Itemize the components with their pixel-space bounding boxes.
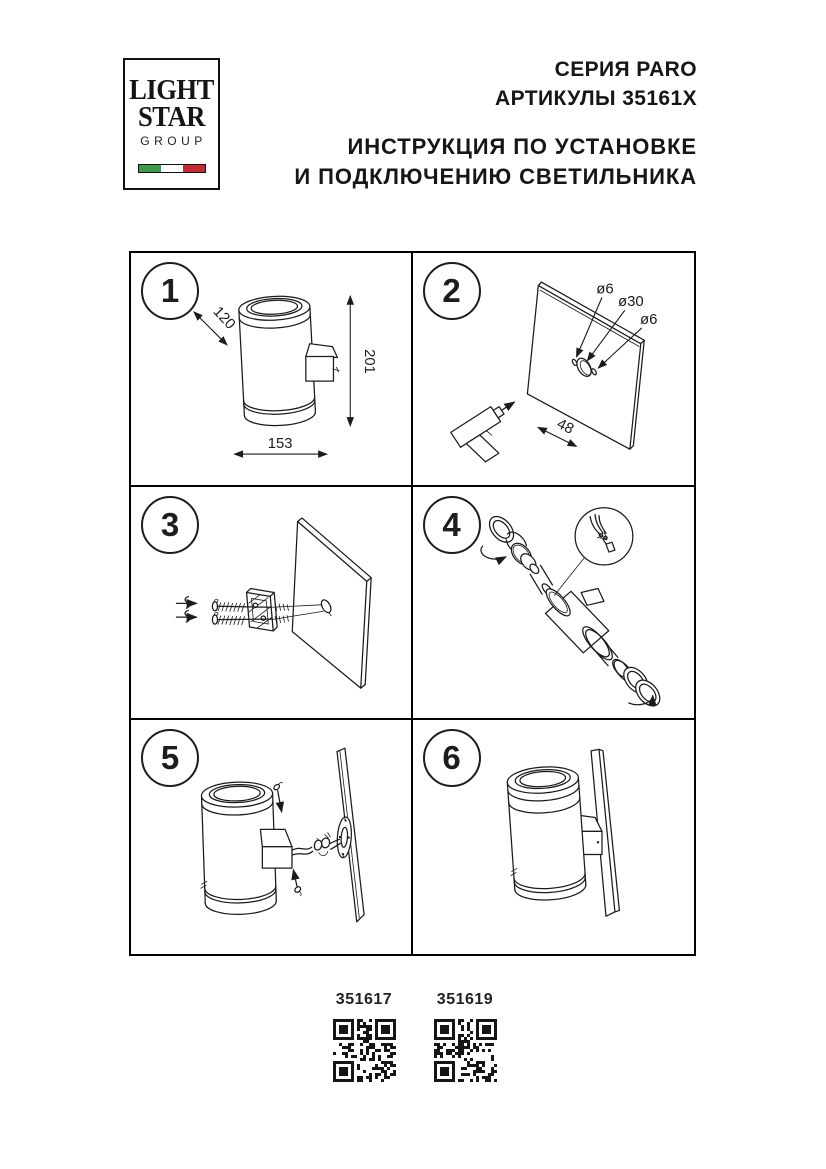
step-panel-6 [413, 720, 695, 954]
step-number: 1 [160, 272, 180, 309]
junction-box [306, 344, 340, 381]
dimension-hole-spacing [538, 416, 576, 446]
hole-label-center: ø30 [617, 294, 644, 311]
hole-label-right: ø6 [639, 312, 657, 328]
wall-plate [292, 518, 371, 688]
lamp-body [542, 585, 616, 663]
mounting-bracket [247, 588, 278, 630]
step-panel-4 [413, 487, 695, 721]
step-number-badge [423, 262, 481, 320]
instruction-steps-grid [129, 251, 696, 956]
flag-green-stripe [139, 165, 161, 172]
lightstar-logo [123, 58, 220, 190]
lamp-cylinder [238, 295, 316, 428]
logo-word-light: LIGHT [129, 75, 214, 106]
qr-block-351619 [433, 991, 497, 1087]
step-number-badge [141, 729, 199, 787]
dimension-width [235, 436, 327, 454]
rotate-arrow-top [480, 546, 505, 559]
step-number: 6 [442, 739, 461, 777]
step-panel-3 [131, 487, 413, 721]
dim-label-diameter: 120 [209, 303, 239, 333]
dim-label-spacing: 48 [553, 416, 576, 438]
step-number-badge [423, 496, 481, 554]
flag-red-stripe [183, 165, 205, 172]
instruction-title-line2: И ПОДКЛЮЧЕНИЮ СВЕТИЛЬНИКА [294, 164, 697, 189]
dimension-diameter [194, 304, 238, 345]
junction-box [260, 830, 292, 869]
logo-word-group: GROUP [140, 134, 207, 148]
front-ring [484, 512, 518, 547]
step-panel-2 [413, 253, 695, 487]
step-number: 2 [442, 272, 461, 309]
qr-label: 351619 [436, 991, 494, 1008]
step-number-badge [141, 496, 199, 554]
step-number: 4 [442, 505, 461, 543]
step-number-badge [423, 729, 481, 787]
qr-code-icon [333, 1019, 396, 1082]
hole-label-left: ø6 [595, 281, 614, 298]
screw-top [273, 783, 283, 812]
step-number: 3 [160, 505, 180, 543]
document-titles [294, 55, 697, 192]
step-panel-5 [131, 720, 413, 954]
qr-block-351617 [332, 991, 396, 1087]
step-number-badge [141, 262, 199, 320]
dim-label-height: 201 [361, 349, 378, 374]
step-panel-1 [131, 253, 413, 487]
instruction-title-line1: ИНСТРУКЦИЯ ПО УСТАНОВКЕ [347, 134, 697, 159]
italian-flag-icon [138, 164, 206, 173]
qr-code-icon [434, 1019, 497, 1082]
wall-anchor-1 [176, 596, 196, 608]
articles-title: АРТИКУЛЫ 35161X [495, 87, 697, 110]
wall-anchor-2 [176, 610, 196, 622]
drill-icon [450, 395, 532, 469]
step-number: 5 [160, 739, 180, 777]
series-title: СЕРИЯ PARO [554, 58, 697, 81]
screw-bottom [293, 870, 301, 896]
flag-white-stripe [161, 165, 183, 172]
wires [292, 833, 340, 856]
dimension-height [350, 296, 377, 425]
logo-word-star: STAR [137, 102, 206, 133]
lamp-cylinder [503, 765, 586, 903]
dim-label-width: 153 [267, 436, 293, 453]
qr-label: 351617 [335, 991, 393, 1008]
wiring-detail-inset [554, 507, 633, 595]
